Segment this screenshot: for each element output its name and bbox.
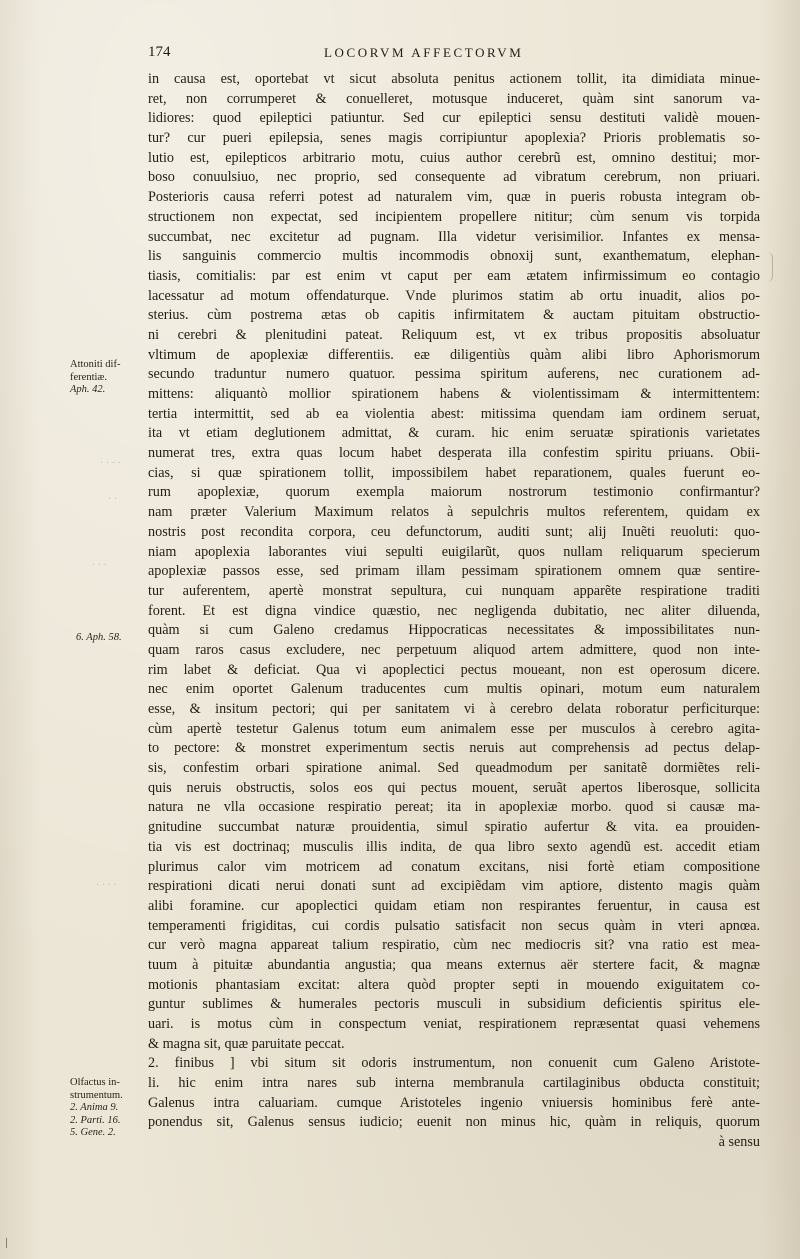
body-text <box>148 70 760 1153</box>
text-line: quis neruis obstructis, solos eos qui pectus mouent, seruãt apertos liberosque, sollicita <box>148 779 760 796</box>
text-line: uari. is motus cùm in conspectum veniat, respirationem repræsentat quasi vehemens <box>148 1016 760 1032</box>
text-line: & magna sit, quæ paruitate peccat. <box>148 1035 345 1052</box>
show-through-mark: · · · <box>92 560 107 571</box>
text-line: in causa est, oportebat vt sicut absoluta penitus actionem tollit, ita dimidiata minue- <box>148 71 760 87</box>
text-line: ni cerebri & plenitudini pateat. Reliquum est, vt ex tribus propositis absoluatur <box>148 326 760 343</box>
text-line: rim labet & deficiat. Qua vi apoplectici pectus moueant, non est operosum dicere. <box>148 661 760 678</box>
text-line: rum apoplexiæ, quorum exempla maiorum nostrorum testimonio confirmantur? <box>148 484 760 501</box>
text-line: quàm si cum Galeno credamus Hippocraticas necessitates & impossibilitates nun- <box>148 622 760 639</box>
text-line: secundo traduntur numero quatuor. pessima spiritum auferens, nec curationem ad- <box>148 366 760 383</box>
text-line: Posterioris causa referri potest ad naturalem vim, quæ in pueris robusta integram ob- <box>148 189 760 206</box>
margin-note-olfactus <box>70 1077 144 1140</box>
text-line: cur verò magna appareat talium respiratio, cùm nec mediocris sit? vna ratio est mea- <box>148 937 760 954</box>
margin-note-line: Olfactus in- <box>70 1077 120 1088</box>
text-line: ret, non corrumperet & conuelleret, motusque induceret, quàm sint sanorum va- <box>148 90 760 107</box>
text-line: temperamenti frigiditas, cui cordis pulsatio satisfacit non secus quàm in vteri apnœa. <box>148 917 760 934</box>
show-through-mark: · · · · <box>96 880 117 891</box>
text-line: li. hic enim intra nares sub interna membranula cartilaginibus obducta constituit; <box>148 1075 760 1092</box>
text-line: boso conuulsiuo, nec proprio, sed consequente ad vibratum cerebrum, non priuari. <box>148 169 760 186</box>
text-line: sterius. cùm postrema ætas ob capitis infirmitatem & auctam pituitam obstructio- <box>148 307 760 324</box>
text-line: natura ne vlla occasione respiratio pereat; ita in apoplexiæ morbo. quod si causæ ma- <box>148 799 760 816</box>
margin-note-line: ferentiæ. <box>70 371 108 383</box>
text-line: motionis phantasiam excitat: altera quòd propter septi in mouendo exiguitatem co- <box>148 976 760 993</box>
margin-note-line: 2. Parti. 16. <box>70 1114 121 1126</box>
text-line: Galenus intra caluariam. cumque Aristoteles ingenio vniuersis hominibus ferè ante- <box>148 1094 760 1111</box>
text-line: tur? cur pueri epilepsia, senes magis corripiuntur apoplexia? Prioris problematis so- <box>148 130 760 147</box>
margin-note-line: 6. Aph. 58. <box>76 632 122 643</box>
text-line: tertia intermittit, sed ab ea violentia abest: mitissima quendam iam ordinem seruat, <box>148 405 760 422</box>
text-line: structionem non expectat, sed incipientem propellere nititur; cùm senum vis torpida <box>148 208 760 225</box>
text-line: tia vis est doctrinaq; musculis illis indita, de qua libro sexto agendũ est. accedit etiam <box>148 838 760 855</box>
show-through-mark: · · · · <box>100 458 121 469</box>
text-line: tuum à pituitæ abundantia angustia; qua means externus aër stertere facit, & magnæ <box>148 956 760 973</box>
text-line: sis, confestim orbari spiratione animal. Sed queadmodum per sanitatẽ dormiẽtes reli- <box>148 760 760 777</box>
text-line: lacessatur ad motum offendaturque. Vnde plurimos statim ab ortu inuadit, alios po- <box>148 287 760 304</box>
text-line: plurimus calor vim motricem ad conatum excitans, nisi fortè etiam compositione <box>148 858 760 875</box>
text-line: 2. finibus ] vbi situm sit odoris instrumentum, non conuenit cum Galeno Aristote- <box>148 1055 760 1072</box>
text-line: forent. Et est digna vindice quæstio, nec negligenda dubitatio, nec aliter diluenda, <box>148 602 760 619</box>
text-line: alibi foramine. cur apoplectici quidam etiam non respirantes feruentur, in causa est <box>148 897 760 914</box>
text-line: mittens: aliquantò mollior spirationem habens & violentissimam & intermittentem: <box>148 386 760 402</box>
text-line: respirationi dicati nerui donati sunt ad excipiẽdam vim aptiore, distento magis quàm <box>148 878 760 895</box>
text-line: nec enim oportet Galenum traducentes cum multis opinari, motum eum naturalem <box>148 681 760 698</box>
text-line: quam raros casus excludere, nec perpetuum aliquod artem admittere, quod non inte- <box>148 641 760 658</box>
text-line: to pectore: & monstret experimentum sectis neruis aut comprehensis ad pectus delap- <box>148 740 760 757</box>
text-line: guntur sublimes & humerales pectoris musculi in subsidium deficientis spiritus ele- <box>148 996 760 1013</box>
text-line: ponendus sit, Galenus sensus iudicio; euenit non minus hic, quàm in reliquis, quorum <box>148 1114 760 1131</box>
text-line: numerat tres, extra quas locum habet desperata illa confestim spiritu priuans. Obii- <box>148 445 760 462</box>
text-line: succumbat, nec excitetur ad pugnam. Illa videtur verisimilior. Infantes ex mensa- <box>148 228 760 245</box>
margin-note-line: 5. Gene. 2. <box>70 1127 116 1138</box>
text-line: apoplexiæ passos esse, sed primam illam pessimam spirationem omnem quæ sentire- <box>148 563 760 580</box>
margin-note-attoniti <box>70 359 144 397</box>
margin-note-line: Aph. 42. <box>70 384 106 395</box>
text-line: lutio est, epilepticos arbitrario motu, cuius author cerebrũ est, omnino destitui; mor- <box>148 149 760 166</box>
text-line: lis sanguinis commercio multis incommodis obnoxij sunt, exanthematum, elephan- <box>148 248 760 265</box>
text-line: nostris post recondita corpora, ceu defunctorum, auditi sunt; alij Inuẽti reuoluti: quo- <box>148 523 760 540</box>
show-through-mark: · · <box>108 494 118 505</box>
text-line: esse, & insitum pectori; qui per sanitatem vi à cerebro delata roboratur perficiturque: <box>148 701 760 717</box>
page-number: 174 <box>148 44 171 60</box>
text-line: à sensu <box>718 1134 760 1151</box>
text-line: lidiores: quod epileptici patiuntur. Sed cur epileptici sensu destituti validè mouen- <box>148 110 760 127</box>
page-edge-mark <box>766 252 773 282</box>
text-line: cias, si quæ spirationem tollit, impossibilem habet reparationem, quales fuerunt eo- <box>148 464 760 481</box>
text-line: ita vt etiam deglutionem admittat, & curam. hic enim seruatæ spirationis varietates <box>148 425 760 442</box>
page-header <box>148 44 760 66</box>
margin-note-line: 2. Anima 9. <box>70 1102 119 1113</box>
page-corner-mark <box>6 1238 11 1248</box>
text-line: tur auferentem, apertè monstrat sepultura, cui nunquam apparẽte respiratione traditi <box>148 582 760 599</box>
text-line: gnitudine succumbat naturæ prouidentia, simul spiratio aufertur & vita. ea prouiden- <box>148 819 760 836</box>
text-line: vltimum de apoplexiæ differentiis. eæ diligentiùs quàm alibi libro Aphorismorum <box>148 346 760 363</box>
text-line: niam apoplexia laborantes viui sepulti euigilarũt, quos nullam reliquarum specierum <box>148 543 760 560</box>
margin-note-aphorism <box>76 632 150 645</box>
running-head: LOCORVM AFFECTORVM <box>324 45 524 60</box>
text-line: nam præter Valerium Maximum relatos à sepulchris multos referentem, quidam ex <box>148 504 760 521</box>
text-line: cùm apertè testetur Galenus totum eum animalem esse per musculos à cerebro agita- <box>148 720 760 737</box>
text-line: tiasis, comitialis: par est enim vt caput per eam ætatem infirmissimum eo contagio <box>148 267 760 284</box>
margin-note-line: Attoniti dif- <box>70 359 121 370</box>
margin-note-line: strumentum. <box>70 1089 123 1101</box>
